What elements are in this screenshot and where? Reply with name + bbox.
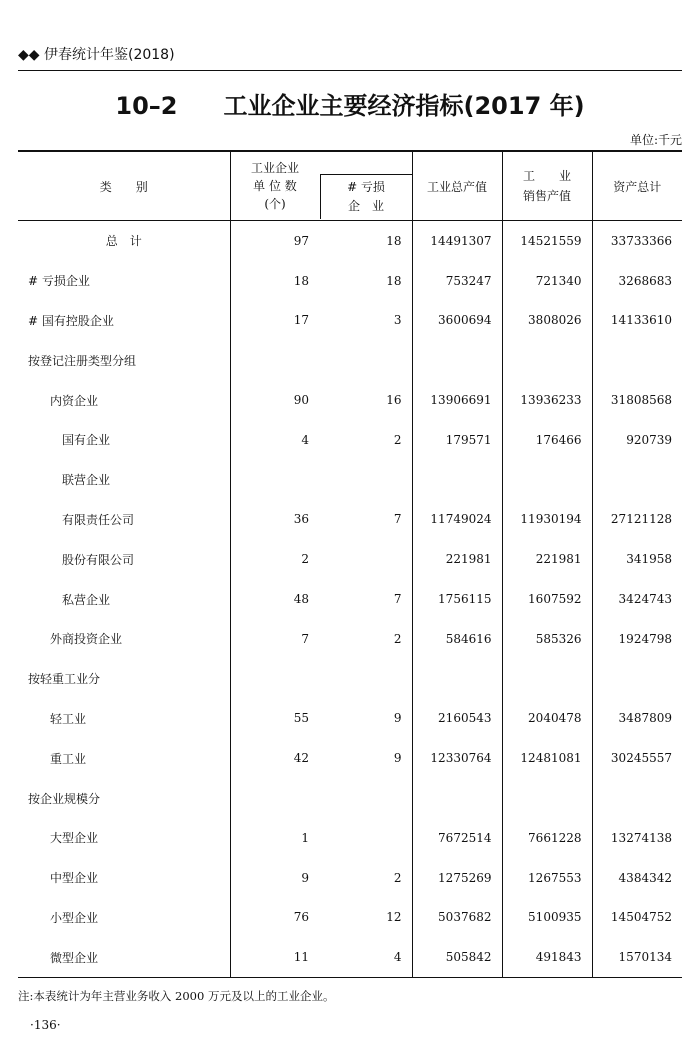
header-rule: [18, 70, 682, 71]
cell-sales: 221981: [502, 539, 592, 579]
cell-output: 13906691: [412, 380, 502, 420]
header-assets: 资产总计: [592, 151, 682, 221]
cell-sales: 11930194: [502, 500, 592, 540]
header-sales-line1: 工 业: [522, 169, 571, 183]
cell-sales: 2040478: [502, 699, 592, 739]
cell-assets: 14504752: [592, 898, 682, 938]
table-row: [18, 539, 682, 579]
cell-loss: [319, 539, 412, 579]
cell-loss: [319, 818, 412, 858]
table-row: [18, 699, 682, 739]
cell-units: [230, 778, 319, 818]
row-label: 内资企业: [50, 393, 99, 408]
page-number: ·136·: [30, 1018, 61, 1032]
cell-output: 179571: [412, 420, 502, 460]
cell-sales: 7661228: [502, 818, 592, 858]
row-label: 总 计: [105, 234, 142, 249]
cell-output: 14491307: [412, 221, 502, 261]
cell-output: 2160543: [412, 699, 502, 739]
table-row: [18, 579, 682, 619]
header-sales: [502, 151, 592, 221]
cell-sales: 721340: [502, 261, 592, 301]
cell-assets: 13274138: [592, 818, 682, 858]
cell-units: 90: [230, 380, 319, 420]
table-row: [18, 221, 682, 261]
cell-sales: 585326: [502, 619, 592, 659]
cell-sales: 12481081: [502, 738, 592, 778]
table-row: [18, 738, 682, 778]
cell-sales: 14521559: [502, 221, 592, 261]
cell-assets: 1570134: [592, 937, 682, 977]
cell-loss: [319, 659, 412, 699]
cell-loss: 9: [393, 751, 402, 766]
cell-assets: 14133610: [592, 301, 682, 341]
cell-output: [412, 659, 502, 699]
row-label: 按企业规模分: [28, 791, 101, 806]
table-row: [18, 301, 682, 341]
header-units-group: [230, 151, 412, 221]
cell-output: 11749024: [412, 500, 502, 540]
cell-units: 76: [230, 898, 319, 938]
cell-loss: 2: [393, 870, 402, 885]
cell-assets: 3487809: [592, 699, 682, 739]
cell-units: 7: [230, 619, 319, 659]
cell-sales: [502, 659, 592, 699]
cell-units: [230, 460, 319, 500]
cell-output: [412, 460, 502, 500]
table-row: [18, 619, 682, 659]
cell-assets: 31808568: [592, 380, 682, 420]
cell-units: [230, 340, 319, 380]
statistics-table: [18, 150, 682, 978]
row-label: 中型企业: [50, 871, 99, 886]
table-title-text: 工业企业主要经济指标(2017 年): [223, 92, 585, 120]
table-number: 10–2: [115, 92, 178, 120]
cell-sales: 1267553: [502, 858, 592, 898]
table-row: [18, 460, 682, 500]
cell-sales: 5100935: [502, 898, 592, 938]
cell-assets: 920739: [592, 420, 682, 460]
table-row: [18, 659, 682, 699]
cell-sales: 176466: [502, 420, 592, 460]
cell-loss: 7: [393, 512, 402, 527]
cell-output: 584616: [412, 619, 502, 659]
header-loss-line2: 企 业: [347, 199, 384, 213]
table-row: [18, 261, 682, 301]
table-row: [18, 380, 682, 420]
row-label: 联营企业: [62, 473, 111, 488]
cell-units: 48: [230, 579, 319, 619]
row-label: 大型企业: [50, 831, 99, 846]
cell-output: 1275269: [412, 858, 502, 898]
cell-assets: 30245557: [592, 738, 682, 778]
cell-loss: 16: [386, 393, 402, 408]
row-label: 有限责任公司: [62, 512, 135, 527]
cell-sales: 3808026: [502, 301, 592, 341]
cell-loss: [319, 340, 412, 380]
cell-assets: 3268683: [592, 261, 682, 301]
cell-sales: [502, 340, 592, 380]
cell-output: [412, 340, 502, 380]
cell-units: 36: [230, 500, 319, 540]
cell-units: 11: [230, 937, 319, 977]
cell-assets: 33733366: [592, 221, 682, 261]
cell-assets: 3424743: [592, 579, 682, 619]
header-units-line3: (个): [264, 197, 286, 211]
row-label: 私营企业: [62, 592, 111, 607]
cell-output: 753247: [412, 261, 502, 301]
cell-output: 1756115: [412, 579, 502, 619]
cell-units: 97: [230, 221, 319, 261]
row-label: 按轻重工业分: [28, 672, 101, 687]
cell-units: 17: [230, 301, 319, 341]
running-header: ◆◆ 伊春统计年鉴(2018): [18, 47, 175, 63]
table-row: [18, 818, 682, 858]
cell-loss: 12: [386, 910, 402, 925]
cell-units: 2: [230, 539, 319, 579]
cell-loss: 3: [393, 313, 402, 328]
cell-assets: 341958: [592, 539, 682, 579]
cell-assets: 4384342: [592, 858, 682, 898]
table-row: [18, 420, 682, 460]
cell-assets: 1924798: [592, 619, 682, 659]
header-loss-box: [320, 174, 412, 219]
cell-sales: 13936233: [502, 380, 592, 420]
table-row: [18, 340, 682, 380]
cell-units: 1: [230, 818, 319, 858]
table-row: [18, 937, 682, 977]
cell-units: 4: [230, 420, 319, 460]
header-category: 类 别: [18, 151, 230, 221]
header-units-line2: 单 位 数: [253, 179, 297, 193]
cell-loss: [319, 460, 412, 500]
cell-output: 505842: [412, 937, 502, 977]
row-label: # 亏损企业: [28, 274, 90, 289]
cell-output: [412, 778, 502, 818]
cell-loss: 2: [393, 631, 402, 646]
row-label: 微型企业: [18, 937, 230, 977]
unit-label: 单位:千元: [629, 133, 682, 147]
cell-loss: 9: [393, 711, 402, 726]
cell-output: 5037682: [412, 898, 502, 938]
header-sales-line2: 销售产值: [522, 189, 571, 203]
row-label: # 国有控股企业: [28, 313, 114, 328]
cell-units: 9: [230, 858, 319, 898]
table-note: 注:本表统计为年主营业务收入 2000 万元及以上的工业企业。: [18, 989, 335, 1003]
cell-assets: [592, 460, 682, 500]
row-label: 按登记注册类型分组: [28, 353, 137, 368]
cell-sales: 1607592: [502, 579, 592, 619]
cell-loss: 18: [386, 233, 402, 248]
cell-units: 18: [230, 261, 319, 301]
cell-loss: 7: [393, 592, 402, 607]
cell-assets: [592, 659, 682, 699]
header-output: 工业总产值: [412, 151, 502, 221]
cell-units: [230, 659, 319, 699]
cell-output: 12330764: [412, 738, 502, 778]
cell-sales: 491843: [502, 937, 592, 977]
cell-loss: [319, 778, 412, 818]
cell-output: 7672514: [412, 818, 502, 858]
cell-loss: 18: [386, 273, 402, 288]
row-label: 重工业: [50, 751, 87, 766]
cell-assets: 27121128: [592, 500, 682, 540]
cell-units: 55: [230, 699, 319, 739]
cell-sales: [502, 778, 592, 818]
cell-loss: 2: [393, 432, 402, 447]
cell-sales: [502, 460, 592, 500]
row-label: 国有企业: [62, 433, 111, 448]
cell-loss: 4: [319, 937, 412, 977]
cell-units: 42: [230, 738, 319, 778]
row-label: 小型企业: [50, 910, 99, 925]
table-row: [18, 500, 682, 540]
cell-output: 3600694: [412, 301, 502, 341]
header-units-line1: 工业企业: [250, 161, 299, 175]
cell-output: 221981: [412, 539, 502, 579]
table-row: [18, 898, 682, 938]
cell-assets: [592, 340, 682, 380]
table-row: [18, 858, 682, 898]
row-label: 外商投资企业: [50, 632, 123, 647]
row-label: 轻工业: [50, 711, 87, 726]
row-label: 股份有限公司: [62, 552, 135, 567]
header-loss-line1: # 亏损: [347, 180, 385, 194]
table-row: [18, 778, 682, 818]
table-title: [0, 86, 700, 121]
cell-assets: [592, 778, 682, 818]
